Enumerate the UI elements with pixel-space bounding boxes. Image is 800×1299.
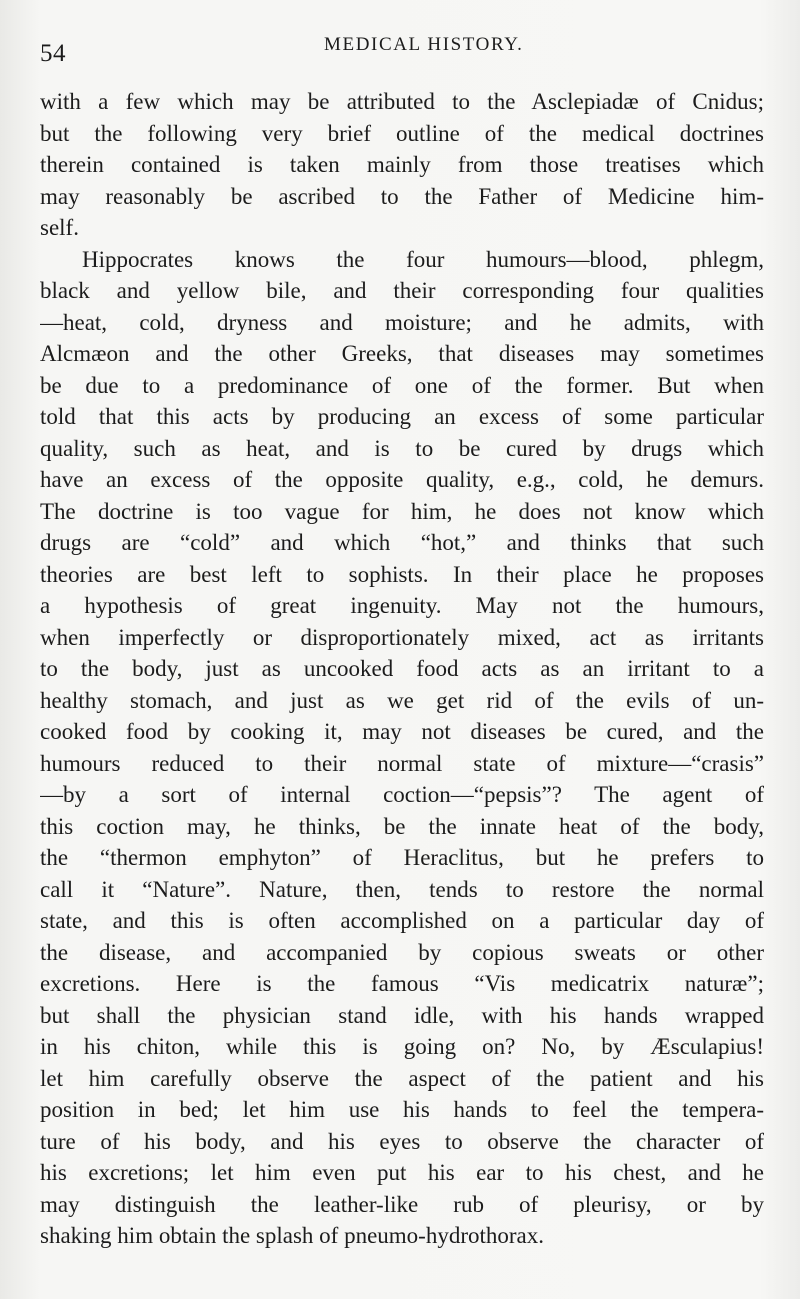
text-line: cooked food by cooking it, may not diseases be cured, and the: [40, 719, 764, 744]
text-line: healthy stomach, and just as we get rid of the evils of un-: [40, 687, 764, 713]
text-line: Alcmæon and the other Greeks, that diseases may sometimes: [40, 341, 764, 366]
text-line: a hypothesis of great ingenuity. May not the humours,: [40, 593, 764, 618]
page-header: [40, 34, 760, 74]
text-line: —heat, cold, dryness and moisture; and he admits, with: [40, 309, 764, 335]
text-line: let him carefully observe the aspect of the patient and his: [40, 1065, 764, 1091]
running-head: MEDICAL HISTORY.: [324, 34, 524, 55]
text-line: the disease, and accompanied by copious sweats or other: [40, 939, 764, 965]
text-line: The doctrine is too vague for him, he does not know which: [40, 498, 764, 524]
text-line: but shall the physician stand idle, with his hands wrapped: [40, 1002, 764, 1028]
text-line: quality, such as heat, and is to be cured by drugs which: [40, 435, 764, 461]
text-line: be due to a predominance of one of the former. But when: [40, 372, 764, 398]
text-line: position in bed; let him use his hands to feel the tempera-: [40, 1097, 764, 1122]
text-line: Hippocrates knows the four humours—blood, phlegm,: [82, 246, 764, 272]
text-line: humours reduced to their normal state of mixture—“crasis”: [40, 750, 764, 776]
page-number: 54: [40, 40, 66, 67]
text-line: told that this acts by producing an excess of some particular: [40, 404, 764, 429]
text-line: state, and this is often accomplished on a particular day of: [40, 908, 764, 933]
text-line: drugs are “cold” and which “hot,” and thinks that such: [40, 530, 764, 555]
text-line: in his chiton, while this is going on? No, by Æsculapius!: [40, 1034, 764, 1059]
text-line: this coction may, he thinks, be the innate heat of the body,: [40, 813, 764, 839]
text-line: ture of his body, and his eyes to observe the character of: [40, 1128, 764, 1154]
text-line: call it “Nature”. Nature, then, tends to restore the normal: [40, 876, 764, 902]
text-line: have an excess of the opposite quality, e.g., cold, he demurs.: [40, 467, 764, 492]
text-line: therein contained is taken mainly from those treatises which: [40, 152, 764, 177]
text-line: theories are best left to sophists. In their place he proposes: [40, 561, 764, 587]
body-text: [40, 86, 764, 1252]
text-line: to the body, just as uncooked food acts as an irritant to a: [40, 656, 764, 681]
text-line: when imperfectly or disproportionately mixed, act as irritants: [40, 624, 764, 650]
text-line: —by a sort of internal coction—“pepsis”? The agent of: [40, 782, 764, 807]
text-line: may distinguish the leather-like rub of pleurisy, or by: [40, 1191, 764, 1217]
text-line: shaking him obtain the splash of pneumo-hydrothorax.: [40, 1223, 545, 1248]
text-line: excretions. Here is the famous “Vis medicatrix naturæ”;: [40, 971, 764, 996]
text-line: with a few which may be attributed to the Asclepiadæ of Cnidus;: [40, 89, 764, 114]
text-line: his excretions; let him even put his ear to his chest, and he: [40, 1160, 764, 1185]
text-line: may reasonably be ascribed to the Father of Medicine him-: [40, 183, 764, 209]
text-line: but the following very brief outline of the medical doctrines: [40, 120, 764, 146]
text-line: self.: [40, 215, 79, 240]
text-line: black and yellow bile, and their corresponding four qualities: [40, 278, 764, 303]
text-line: the “thermon emphyton” of Heraclitus, but he prefers to: [40, 845, 764, 870]
